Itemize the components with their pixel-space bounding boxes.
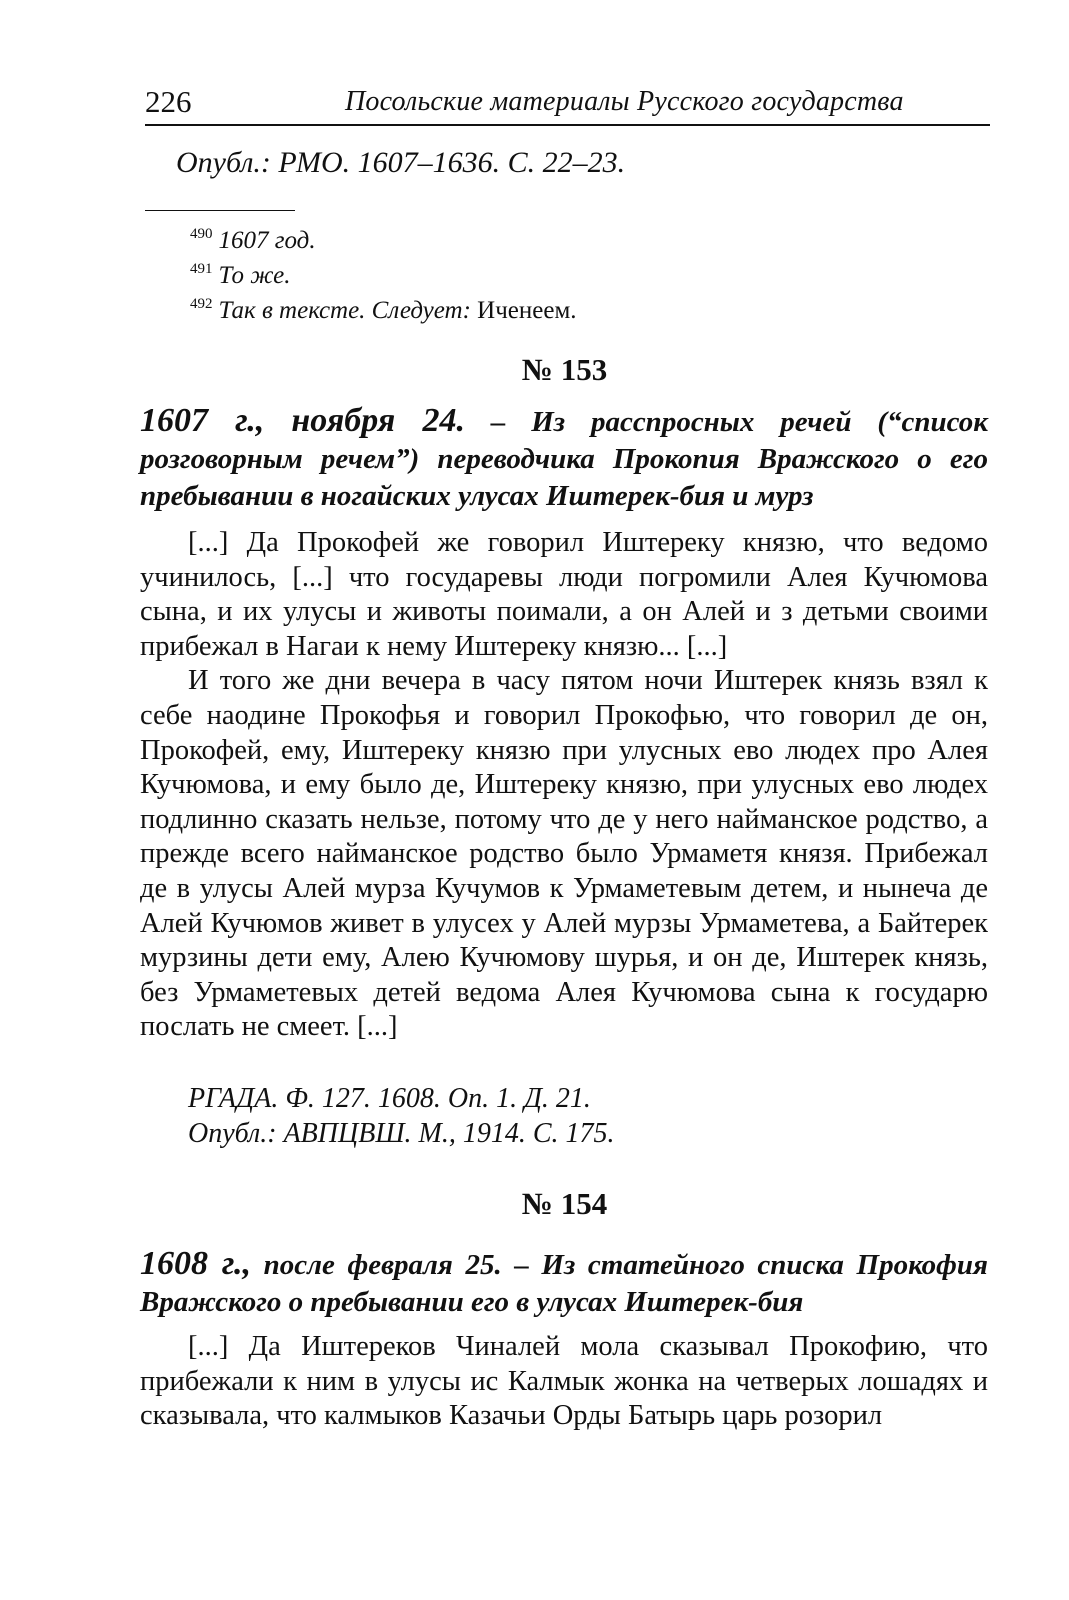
heading-title: после февраля 25. – Из статейного списка Прокофия Вражского о пребывании его в улусах Иштерек-бия [140, 1249, 988, 1318]
document-sources-153 [188, 1082, 615, 1151]
document-number-154: № 154 [521, 1186, 608, 1221]
footnote-491 [190, 255, 577, 290]
document-heading-153 [140, 402, 988, 515]
document-heading-154 [140, 1245, 988, 1321]
footnote-text: 1607 год. [218, 227, 316, 254]
footnote-490 [190, 220, 577, 255]
document-number-153: № 153 [521, 352, 608, 387]
archive-reference: РГАДА. Ф. 127. 1608. Оп. 1. Д. 21. [188, 1083, 591, 1114]
footnote-separator [145, 210, 295, 211]
page-number: 226 [145, 84, 192, 119]
header-rule [145, 124, 990, 126]
running-title: Посольские материалы Русского государства [345, 86, 904, 117]
heading-title: – Из расспросных речей (“список розговорным речем”) переводчика Прокопия Вражского о его пребывании в ногайских улусах Иштерек-бия и мурз [140, 406, 988, 512]
footnote-492 [190, 290, 577, 325]
footnote-number: 490 [190, 226, 213, 242]
publication-reference: Опубл.: АВПЦВШ. М., 1914. С. 175. [188, 1117, 615, 1149]
body-paragraph: [...] Да Иштереков Чиналей мола сказывал Прокофию, что прибежали к ним в улусы ис Калмык жонка на четверых лошадях и сказывала, что калмыков Казачьи Орды Батырь царь розорил [140, 1331, 988, 1432]
page-header [145, 84, 990, 124]
footnotes [190, 220, 577, 325]
heading-date: 1608 г., [140, 1245, 251, 1282]
heading-date: 1607 г., ноября 24. [140, 402, 465, 439]
footnote-number: 492 [190, 296, 213, 312]
footnote-number: 491 [190, 261, 213, 277]
publication-reference-top: Опубл.: РМО. 1607–1636. С. 22–23. [176, 146, 626, 179]
document-body-153 [140, 526, 988, 1045]
footnote-text-italic: Так в тексте. Следует: [218, 297, 471, 324]
body-paragraph: И того же дни вечера в часу пятом ночи Иштерек князь взял к себе наодине Прокофья и говорил Прокофью, что говорил де он, Прокофей, ему, Иштереку князю при улусных ево людех про Алея Кучюмова, и ему было де, Иштереку князю, при улусных ево людех подлинно сказать нельзе, потому что де у него найманское родство, а прежде всего найманское родство было Урмаметя князя. Прибежал де в улусы Алей мурза Кучумов к Урмаметевым детем, и нынеча де Алей Кучюмов живет в улусех у Алей мурзы Урмаметева, а Байтерек мурзины дети ему, Алею Кучюмову шурья, и он де, Иштерек князь, без Урмаметевых детей ведома Алея Кучюмова сына к государю послать не смеет. [...] [140, 665, 988, 1043]
footnote-text: То же. [218, 262, 291, 289]
footnote-text-plain: Иченеем. [470, 297, 577, 324]
document-body-154 [140, 1330, 988, 1434]
body-paragraph: [...] Да Прокофей же говорил Иштереку князю, что ведомо учинилось, [...] что государевы люди погромили Алея Кучюмова сына, и их улусы и животы поимали, а он Алей и з детьми своими прибежал в Нагаи к нему Иштереку князю... [...] [140, 527, 988, 662]
